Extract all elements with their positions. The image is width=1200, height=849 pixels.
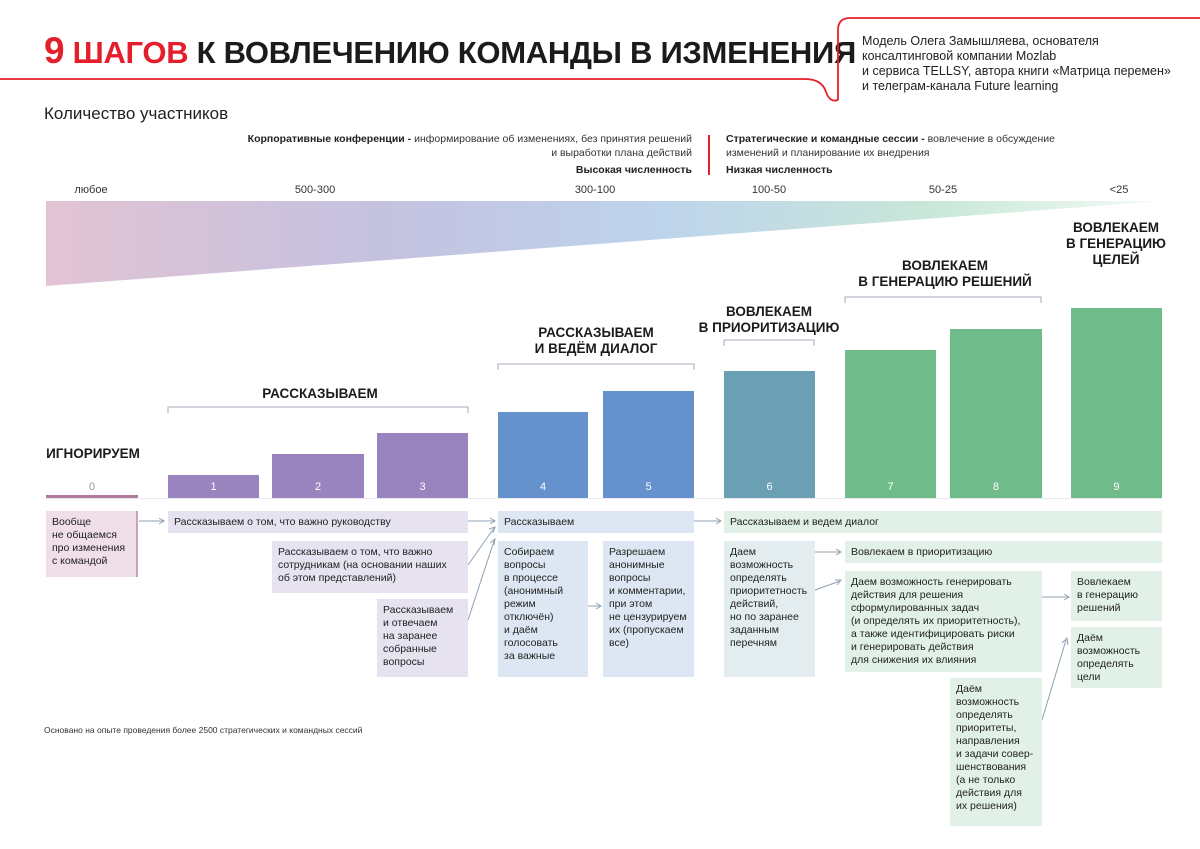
step-number-label: 6 [766,481,773,493]
desc-step-7: Даем возможность генерировать действия для решения сформулированных задач (и определять их приоритетность), а также идентифицировать риски и генерировать действия для снижения их влияния [845,571,1042,672]
step-number-label: 3 [419,481,426,493]
desc-step-8: Даём возможность определять приоритеты, направления и задачи совер- шенствования (а не только действия для их решения) [950,678,1042,826]
step-bar-8 [950,329,1042,498]
group-desc-line2: и выработки плана действий [551,147,692,159]
title-rest: К ВОВЛЕЧЕНИЮ КОМАНДЫ В ИЗМЕНЕНИЯ [196,35,856,70]
group-title: Корпоративные конференции - [247,133,412,145]
step-number-label: 5 [645,481,652,493]
range-label: 100-50 [751,184,787,196]
desc-dialog-header: Рассказываем и ведем диалог [724,511,1162,533]
stage-title-ignore: ИГНОРИРУЕМ [46,446,140,461]
range-label: любое [74,184,108,196]
group-title: Стратегические и командные сессии - [726,133,925,145]
participants-subtitle: Количество участников [44,104,229,123]
desc-step-9: Даём возможность определять цели [1071,627,1162,688]
desc-step-0: Вообще не общаемся про изменения с командой [46,511,138,577]
desc-step-1: Рассказываем о том, что важно руководству [168,511,468,533]
stage-title-tell: РАССКАЗЫВАЕМ [262,386,378,401]
stage-title-dialog: РАССКАЗЫВАЕМ И ВЕДЁМ ДИАЛОГ [534,325,658,356]
step-bar-6 [724,371,815,498]
step-number-label: 4 [539,481,547,493]
author-line: Модель Олега Замышляева, основателя [862,34,1099,48]
step-number-label: 8 [992,481,1000,493]
desc-tell-header: Рассказываем [498,511,694,533]
desc-step-6: Даем возможность определять приоритетность действий, но по заранее заданным перечням [724,541,815,677]
desc-step-5: Разрешаем анонимные вопросы и комментарии, при этом не цензурируем их (пропускаем все) [603,541,694,677]
stage-title-goals: ВОВЛЕКАЕМ В ГЕНЕРАЦИЮ ЦЕЛЕЙ [1066,220,1166,267]
author-line: и сервиса TELLSY, автора книги «Матрица перемен» [862,64,1171,78]
author-line: консалтинговой компании Mozlab [862,49,1057,63]
step-bar-9 [1071,308,1162,498]
group-size: Низкая численность [726,164,833,176]
desc-step-3: Рассказываем и отвечаем на заранее собранные вопросы [377,599,468,677]
footnote: Основано на опыте проведения более 2500 стратегических и командных сессий [44,725,363,735]
step-number-label: 1 [210,481,217,493]
desc-step-2: Рассказываем о том, что важно сотрудникам (на основании наших об этом представлений) [272,541,468,593]
group-desc: вовлечение в обсуждение [924,133,1055,145]
step-bar-7 [845,350,936,498]
step-number-label: 2 [314,481,322,493]
step-number-label: 9 [1113,481,1120,493]
stage-title-solutions: ВОВЛЕКАЕМ В ГЕНЕРАЦИЮ РЕШЕНИЙ [858,258,1032,289]
range-label: 300-100 [574,184,616,196]
stage-title-prioritize: ВОВЛЕКАЕМ В ПРИОРИТИЗАЦИЮ [698,304,840,335]
range-label: <25 [1109,184,1129,196]
desc-step-4: Собираем вопросы в процессе (анонимный режим отключён) и даём голосовать за важные [498,541,588,677]
title-number: 9 [44,30,65,71]
group-size: Высокая численность [575,164,692,176]
group-desc-line2: изменений и планирование их внедрения [726,147,930,159]
step-number-label: 0 [88,481,96,493]
desc-step-9-header: Вовлекаем в генерацию решений [1071,571,1162,621]
range-label: 50-25 [928,184,958,196]
author-line: и телеграм-канала Future learning [862,79,1059,93]
step-number-label: 7 [887,481,894,493]
desc-prioritize-header: Вовлекаем в приоритизацию [845,541,1162,563]
title-steps-word: ШАГОВ [72,35,189,70]
range-label: 500-300 [294,184,336,196]
group-desc: информирование об изменениях, без принятия решений [411,133,692,145]
baseline [46,498,1162,499]
